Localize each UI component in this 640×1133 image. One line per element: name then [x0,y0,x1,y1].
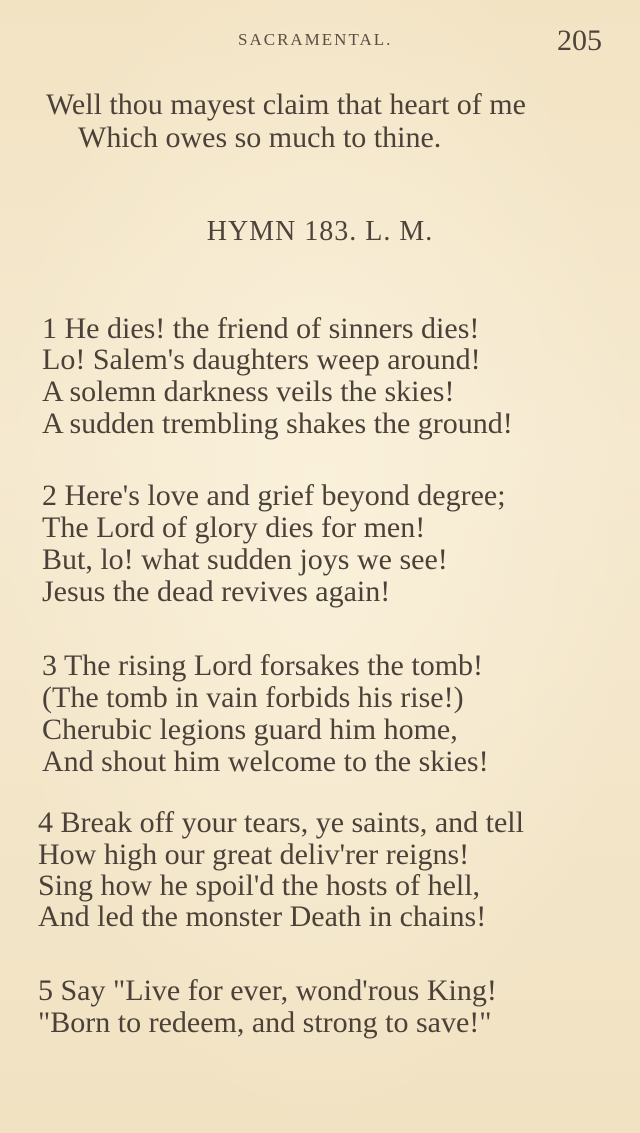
running-head: SACRAMENTAL. [238,30,393,49]
verse-line: But, lo! what sudden joys we see! [42,543,448,576]
verse-line: And led the monster Death in chains! [38,900,487,933]
verse-line: Sing how he spoil'd the hosts of hell, [38,869,481,902]
verse-line: A sudden trembling shakes the ground! [42,407,513,440]
verse-line: And shout him welcome to the skies! [42,745,489,778]
page-number: 205 [557,24,602,57]
verse-line: "Born to redeem, and strong to save!" [38,1006,492,1039]
verse-line: Jesus the dead revives again! [42,575,391,608]
verse-line: 4 Break off your tears, ye saints, and tell [38,806,524,839]
verse-line: 3 The rising Lord forsakes the tomb! [42,649,484,682]
verse-line: Cherubic legions guard him home, [42,713,458,746]
verse-line: Lo! Salem's daughters weep around! [42,343,481,376]
verse-line: A solemn darkness veils the skies! [42,375,455,408]
verse-line: 2 Here's love and grief beyond degree; [42,479,506,512]
opening-line: Well thou mayest claim that heart of me [46,88,526,121]
verse-line: 5 Say "Live for ever, wond'rous King! [38,974,497,1007]
verse-line: (The tomb in vain forbids his rise!) [42,681,464,714]
hymn-title: HYMN 183. L. M. [206,216,434,247]
opening-line: Which owes so much to thine. [78,121,442,154]
verse-line: 1 He dies! the friend of sinners dies! [42,312,480,345]
verse-line: How high our great deliv'rer reigns! [38,838,470,871]
verse-line: The Lord of glory dies for men! [42,511,426,544]
